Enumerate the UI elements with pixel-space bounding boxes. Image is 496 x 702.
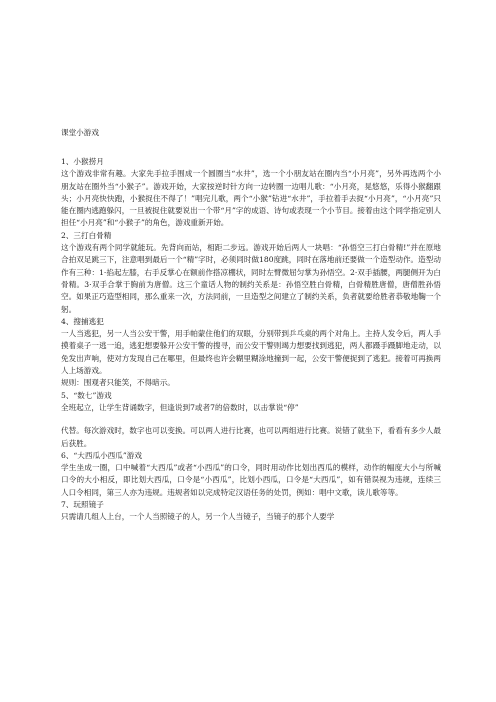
section-4 <box>61 316 441 390</box>
blank-line <box>61 414 441 425</box>
document-page <box>61 128 441 524</box>
document-title: 课堂小游戏 <box>61 128 99 137</box>
section-heading: 7、玩照镜子 <box>61 500 104 510</box>
section-heading: 2、三打白骨精 <box>61 230 112 240</box>
section-2 <box>61 230 441 316</box>
section-paragraph: 这个游戏非常有趣。大家先手拉手围成一个圆圈当“水井”，选一个小朋友站在圈内当“小月亮”，另外再选两个小朋友站在圈外当“小猴子”。游戏开始，大家按逆时针方向一边转圈一边唱儿歌：“小月亮，晃悠悠，乐得小猴翻跟头；小月亮快快跑，小猴捉住不得了！”唱完儿歌，两个“小猴”钻进“水井”，手拉着手去捉“小月亮”，“小月亮”只能在圈内逃跑躲闪，一旦被捉住就要说出一个带“月”字的成语、诗句或表现一个小节目。接着由这个同学指定别人担任“小月亮”和“小猴子”的角色，游戏重新开始。 <box>61 169 441 228</box>
section-heading: 5、“数七”游戏 <box>61 390 112 400</box>
section-heading: 6、“大西瓜小西瓜”游戏 <box>61 450 142 460</box>
section-7 <box>61 499 441 524</box>
section-heading: 1、小猴捞月 <box>61 157 104 166</box>
section-paragraph: 只需请几组人上台，一个人当照镜子的人，另一个人当镜子，当镜子的那个人要学 <box>61 512 335 522</box>
section-paragraph: 代替。每次游戏时，数字也可以变换。可以两人进行比赛，也可以两组进行比赛。说错了就坐下，看看有多少人最后获胜。 <box>61 426 441 448</box>
section-1 <box>61 156 441 230</box>
section-heading: 4、搜捕逃犯 <box>61 316 104 326</box>
section-paragraph: 一人当逃犯，另一人当公安干警，用手帕蒙住他们的双眼，分别带到乒乓桌的两个对角上。主持人发令后，两人手摸着桌子一逃一追，逃犯想要躲开公安干警的搜寻，而公安干警则竭力想要找到逃犯，两人都蹑手蹑脚地走动，以免发出声响，使对方发现自己在哪里，但最终也许会糊里糊涂地撞到一起，公安干警便捉到了逃犯。接着可再换两人上场游戏。 <box>61 329 441 376</box>
section-6 <box>61 450 441 499</box>
section-paragraph: 全班起立，让学生背诵数字，但逢说到7或者7的倍数时，以击掌说“停” <box>61 402 299 412</box>
section-paragraph: 学生坐成一圈，口中喊着“大西瓜”或者“小西瓜”的口令，同时用动作比划出西瓜的模样，动作的幅度大小与所喊口令的大小相反，即比划大西瓜，口令是“小西瓜”，比划小西瓜，口令是“大西瓜”，如有错误视为违规，连续三人口令相同，第三人亦为违规。违规者如以完成特定汉语任务的处罚，例如：唱中文歌，读儿歌等等。 <box>61 463 441 497</box>
section-5 <box>61 390 441 450</box>
section-rule: 规则：围观者只能笑，不得暗示。 <box>61 378 175 388</box>
section-paragraph: 这个游戏有两个同学就能玩。先背向而站，相距二步远。游戏开始后两人一块唱：“孙悟空三打白骨精!”并在原地合拍双足跳三下，注意唱到最后一个“精”字时，必须同时做180度跳，同时在落地前还要做一个造型动作。造型动作有三种：1·掐起左膝，右手反掌心在额前作搭凉棚状，同时左臂微屈匀掌为孙悟空。2·双手插腰，两腿侧开为白骨精。3·双手合掌于胸前为唐僧。这三个童话人物的制约关系是：孙悟空胜白骨精，白骨精胜唐僧，唐僧胜孙悟空。如果正巧造型相同，那么重来一次，方法同前，一旦造型之间建立了制约关系，负者就要给胜者恭敬地鞠一个躬。 <box>61 243 441 314</box>
